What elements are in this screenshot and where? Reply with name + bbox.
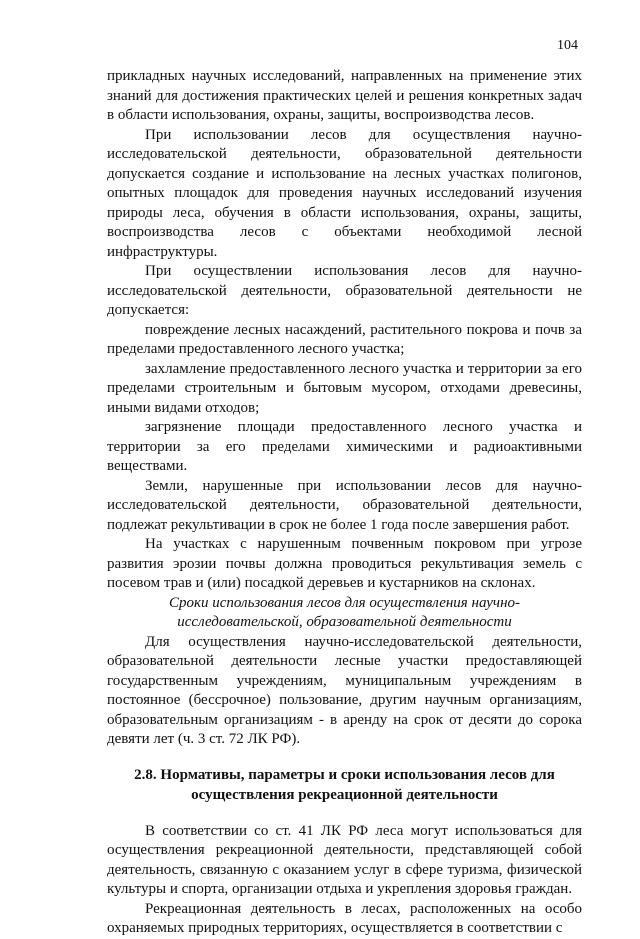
list-item-litter: захламление предоставленного лесного участка и территории за его пределами строительным и бытовым мусором, отходами древесины, иными видами отходов; xyxy=(107,360,582,416)
page-body xyxy=(107,67,582,939)
list-item-pollution: загрязнение площади предоставленного лесного участка и территории за его пределами химическими и радиоактивными веществами. xyxy=(107,419,582,474)
paragraph-research-use: При использовании лесов для осуществления научно-исследовательской деятельности, образовательной деятельности допускается создание и использование на лесных участках полигонов, опытных площадок для проведения научных исследований изучения природы леса, обучения в области использования, охраны, защиты, воспроизводства лесов с объектами необходимой лесной инфраструктуры. xyxy=(107,126,582,260)
paragraph-continuation: прикладных научных исследований, направленных на применение этих знаний для достижения практических целей и решения конкретных задач в области использования, охраны, защиты, воспроизводства лесов. xyxy=(107,68,582,123)
paragraph-terms: Для осуществления научно-исследовательской деятельности, образовательной деятельности лесные участки предоставляющей государственным учреждениям, муниципальным учреждениям в постоянное (бессрочное) пользование, другим научным организациям, образовательным организациям - в аренду на срок от десяти до сорока девяти лет (ч. 3 ст. 72 ЛК РФ). xyxy=(107,633,582,747)
section-heading: 2.8. Нормативы, параметры и сроки использования лесов для осуществления рекреационной деятельности xyxy=(134,766,555,803)
paragraph-recreation: В соответствии со ст. 41 ЛК РФ леса могут использоваться для осуществления рекреационной деятельности, представляющей собой деятельность, связанную с оказанием услуг в сфере туризма, физической культуры и спорта, организации отдыха и укрепления здоровья граждан. xyxy=(107,822,582,897)
italic-subheading: Сроки использования лесов для осуществления научно-исследовательской, образовательной деятельности xyxy=(168,594,521,630)
list-item-damage: повреждение лесных насаждений, растительного покрова и почв за пределами предоставленного лесного участка; xyxy=(107,321,582,357)
paragraph-recultivation: Земли, нарушенные при использовании лесов для научно-исследовательской деятельности, образовательной деятельности, подлежат рекультивации в срок не более 1 года после завершения работ. xyxy=(107,477,582,533)
page-number: 104 xyxy=(557,38,578,53)
paragraph-erosion: На участках с нарушенным почвенным покровом при угрозе развития эрозии почвы должна проводиться рекультивация земель с посевом трав и (или) посадкой деревьев и кустарников на склонах. xyxy=(107,536,582,591)
paragraph-not-allowed: При осуществлении использования лесов для научно-исследовательской деятельности, образовательной деятельности не допускается: xyxy=(107,263,582,318)
paragraph-protected-areas: Рекреационная деятельность в лесах, расположенных на особо охраняемых природных территориях, осуществляется в соответствии с xyxy=(107,900,582,936)
